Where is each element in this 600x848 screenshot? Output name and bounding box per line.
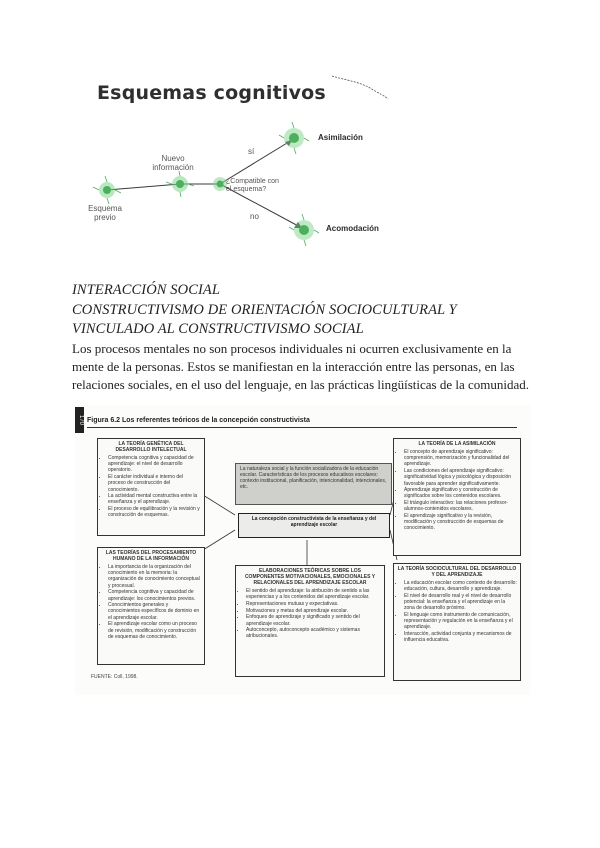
list-item: • El concepto de aprendizaje significativo: comprensión, memorización y funcionalidad del aprendizaje. <box>404 449 517 468</box>
label-accommodation: Acomodación <box>326 224 379 233</box>
box-genetic-head: LA TEORÍA GENÉTICA DEL DESARROLLO INTELECTUAL <box>115 441 187 453</box>
node-accommodation <box>289 214 319 246</box>
list-item: • Competencia cognitiva y capacidad de aprendizaje: el nivel de desarrollo operatorio. <box>108 455 201 474</box>
label-yes: sí <box>248 147 255 156</box>
node-prev <box>93 176 121 204</box>
list-item: • Enfoques de aprendizaje y significado y sentido del aprendizaje escolar. <box>246 614 381 626</box>
node-question <box>213 177 227 191</box>
label-no: no <box>250 212 259 221</box>
line-prev-to-new <box>107 184 180 190</box>
list-item: • El nivel de desarrollo real y el nivel de desarrollo potencial: la enseñanza y el aprendizaje en la zona de desarrollo próximo. <box>404 593 517 612</box>
figure-source: FUENTE: Coll, 1998. <box>91 674 138 680</box>
box-assimilation-theory <box>393 438 521 556</box>
list-item: • La actividad mental constructiva entre la enseñanza y el aprendizaje. <box>108 493 201 505</box>
list-item: • Interacción, actividad conjunta y mecanismos de influencia educativa. <box>404 631 517 643</box>
body-paragraph: Los procesos mentales no son procesos individuales ni ocurren exclusivamente en la mente de la personas. Estos se manifiestan en la interacción entre las personas, en las relaciones sociales, en el uso del lenguaje, en las prácticas lingüísticas de la comunidad. <box>72 341 530 392</box>
scanned-figure <box>75 405 530 695</box>
figure-title: Figura 6.2 Los referentes teóricos de la concepción constructivista <box>87 417 310 424</box>
section-heading-1: INTERACCIÓN SOCIAL <box>72 282 221 298</box>
list-item: • Competencia cognitiva y capacidad de aprendizaje: los conocimientos previos. <box>108 589 201 601</box>
label-question: ¿Compatible con el esquema? <box>226 178 279 193</box>
list-item: • El aprendizaje significativo y la revisión, modificación y construcción de esquemas de conocimiento. <box>404 513 517 532</box>
center-concept-box: La concepción constructivista de la enseñanza y del aprendizaje escolar <box>238 513 390 538</box>
list-item: • La educación escolar como contexto de desarrollo: educación, cultura, desarrollo y aprendizaje. <box>404 580 517 592</box>
list-item: • El lenguaje como instrumento de comunicación, representación y regulación en la enseñanza y el aprendizaje. <box>404 612 517 631</box>
list-item: • Aprendizaje significativo y construcción de significados sobre los contenidos escolares. <box>404 487 517 499</box>
box-assimilation-head: LA TEORÍA DE LA ASIMILACIÓN <box>418 441 496 447</box>
page-number: 170 <box>75 407 84 433</box>
list-item: • El carácter individual e interno del proceso de construcción del conocimiento. <box>108 474 201 493</box>
box-processing-theories <box>97 547 205 665</box>
box-sociocultural-head: LA TEORÍA SOCIOCULTURAL DEL DESARROLLO Y DEL APRENDIZAJE <box>397 566 517 578</box>
center-context-box: La naturaleza social y la función socializadora de la educación escolar. Características de los procesos educativos escolares: contexto institucional, planificación, intencionalidad, intencionales, etc. <box>235 463 392 505</box>
list-item: • Las condiciones del aprendizaje significativo: significatividad lógica y psicológica y disposición favorable para aprender significativamente. <box>404 468 517 487</box>
list-item: • Autoconcepto, autoconcepto académico y sistemas atribucionales. <box>246 627 381 639</box>
box-motivational-head: ELABORACIONES TEÓRICAS SOBRE LOS COMPONENTES MOTIVACIONALES, EMOCIONALES Y RELACIONALES DEL APRENDIZAJE ESCOLAR <box>244 568 376 586</box>
box-genetic-theory <box>97 438 205 536</box>
node-assimilation <box>279 122 309 154</box>
box-processing-head: LAS TEORÍAS DEL PROCESAMIENTO HUMANO DE LA INFORMACIÓN <box>105 550 197 562</box>
section-heading-2: CONSTRUCTIVISMO DE ORIENTACIÓN SOCIOCULTURAL Y <box>72 302 457 318</box>
box-motivational <box>235 565 385 677</box>
list-item: • El sentido del aprendizaje: la atribución de sentido a las experiencias y a los contenidos del aprendizaje escolar. <box>246 588 381 600</box>
list-item: • Motivaciones y metas del aprendizaje escolar. <box>246 608 381 614</box>
section-heading-3: VINCULADO AL CONSTRUCTIVISMO SOCIAL <box>72 321 364 337</box>
box-sociocultural-theory <box>393 563 521 681</box>
list-item: • Conocimientos generales y conocimientos específicos de dominio en el aprendizaje escolar. <box>108 602 201 621</box>
label-prev: Esquema previo <box>88 204 122 222</box>
list-item: • Representaciones mutuas y expectativas. <box>246 601 381 607</box>
list-item: • El triángulo interactivo: las relaciones profesor-alumnos-contenidos escolares. <box>404 500 517 512</box>
label-new-info: Nuevo información <box>152 154 194 172</box>
list-item: • El aprendizaje escolar como un proceso de revisión, modificación y construcción de esquemas de conocimiento. <box>108 621 201 640</box>
list-item: • El proceso de equilibración y la revisión y construcción de esquemas. <box>108 506 201 518</box>
page-title: Esquemas cognitivos <box>97 82 326 104</box>
list-item: • La importancia de la organización del conocimiento en la memoria: la organización de conocimiento conceptual y procesual. <box>108 564 201 589</box>
decorative-squiggle <box>330 72 390 102</box>
label-assimilation: Asimilación <box>318 133 363 142</box>
